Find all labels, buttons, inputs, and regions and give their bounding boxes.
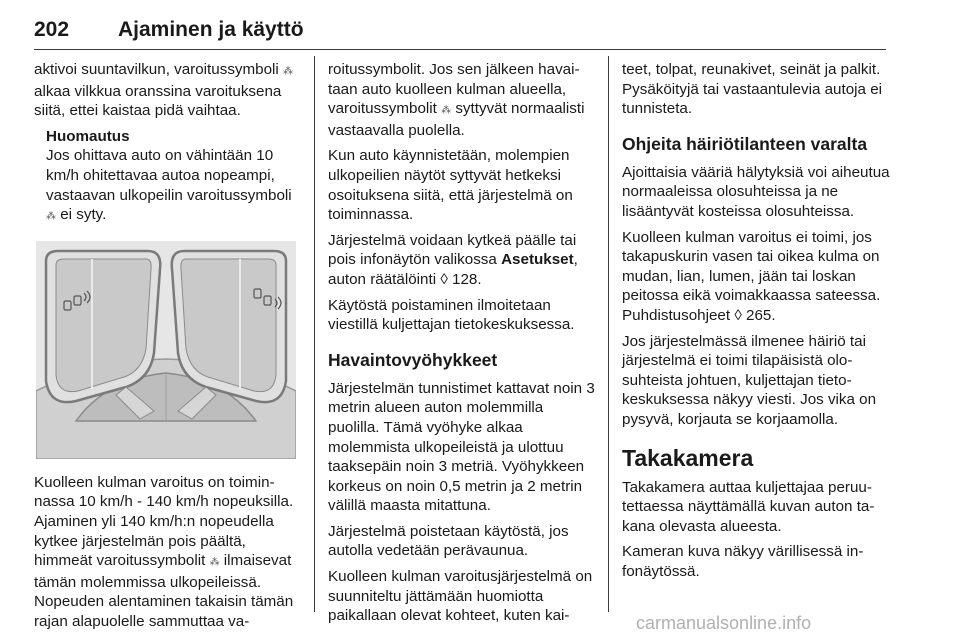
paragraph: Takakamera auttaa kuljettajaa peruutettaessa näyttämällä kuvan auton takana olevasta alueesta. xyxy=(622,478,875,535)
paragraph: Kuolleen kulman varoitusjärjestelmä on suunniteltu jättämään huomiotta paikallaan olevat kohteet, kuten kai- xyxy=(328,568,593,625)
text-span: alkaa vilkkua oranssina varoituksena siitä, ettei kaistaa pidä vaihtaa. xyxy=(34,82,282,120)
text-span: Jos ohittava auto on vähintään 10 km/h ohitettavaa autoa nopeampi, vastaavan ulkopeilin varoitussymboli xyxy=(46,147,292,204)
paragraph xyxy=(34,60,302,121)
text-span: syttyvät normaalisti vastaavalla puolella. xyxy=(328,100,585,139)
column-2 xyxy=(328,60,596,632)
text-span: Kuolleen kulman varoitus on toiminnassa 10 km/h - 140 km/h nopeuksilla. Ajaminen yli 140 km/h:n nopeudella kytkee järjestelmän pois päältä, himmeät varoitussymbolit xyxy=(34,473,294,570)
text-span: ei syty. xyxy=(56,206,107,224)
side-mirrors-figure xyxy=(36,241,296,459)
text-span: , auton räätälöinti xyxy=(328,251,578,288)
paragraph: Kameran kuva näkyy värillisessä infonäytössä. xyxy=(622,543,864,580)
page-number: 202 xyxy=(34,18,70,41)
page-reference[interactable]: ◊ 128. xyxy=(440,270,482,288)
column-1 xyxy=(34,60,302,638)
mirror-illustration xyxy=(36,241,296,459)
section-heading: Ohjeita häiriötilanteen varalta xyxy=(622,133,868,154)
page-header xyxy=(34,8,886,48)
paragraph xyxy=(328,60,596,140)
watermark: carmanualsonline.info xyxy=(636,613,812,633)
text-span: Kuolleen kulman varoitus ei toimi, jos takapuskurin vasen tai oikea kulma on mudan, lian, lumen, jään tai loskan peitossa eikä voimakkaassa sateessa. Puhdistusohjeet xyxy=(622,228,881,324)
paragraph: Jos järjestelmässä ilmenee häiriö tai järjestelmä ei toimi tilapäisistä olosuhteista johtuen, kuljettajan tietokeskuksessa näkyy viesti. Jos vika on pysyvä, korjauta se korjaamolla. xyxy=(622,332,877,428)
chapter-section-heading: Takakamera xyxy=(622,444,754,471)
paragraph: Järjestelmän tunnistimet kattavat noin 3 metrin alueen auton molemmilla puolilla. Tämä vyöhyke alkaa molemmista ulkopeileistä ja ulottuu taaksepäin noin 3 metriä. Vyöhykkeen korkeus on noin 0,5 metrin ja 2 metrin välillä maasta mitattuna. xyxy=(328,379,595,515)
menu-reference: Asetukset xyxy=(501,251,574,269)
note-text xyxy=(46,146,302,226)
paragraph xyxy=(622,228,890,326)
blind-spot-warning-icon: ⁂ xyxy=(209,557,220,569)
paragraph: Kun auto käynnistetään, molempien ulkopeilien näytöt syttyvät hetkeksi osoituksena siitä, että järjestelmä on toiminnassa. xyxy=(328,147,573,224)
header-divider xyxy=(34,49,886,50)
section-heading: Havaintovyöhykkeet xyxy=(328,349,498,370)
blind-spot-warning-icon: ⁂ xyxy=(283,66,294,77)
note-box xyxy=(46,127,302,227)
column-divider-2 xyxy=(608,56,609,612)
text-span: Järjestelmä voidaan kytkeä päälle tai pois infonäytön valikossa xyxy=(328,231,577,269)
paragraph: Järjestelmä poistetaan käytöstä, jos autolla vedetään perävaunua. xyxy=(328,522,569,560)
chapter-title: Ajaminen ja käyttö xyxy=(118,18,304,41)
paragraph: Käytöstä poistaminen ilmoitetaan viestillä kuljettajan tietokeskuksessa. xyxy=(328,296,575,334)
paragraph xyxy=(34,473,302,632)
paragraph: Ajoittaisia vääriä hälytyksiä voi aiheutua normaaleissa olosuhteissa ja ne lisääntyvät kosteissa olosuhteissa. xyxy=(622,163,890,220)
text-span: roitussymbolit. Jos sen jälkeen havaitaan auto kuolleen kulman alueella, varoitussymbolit xyxy=(328,61,580,118)
text-span: aktivoi suuntavilkun, varoitussymboli xyxy=(34,61,284,78)
page-reference[interactable]: ◊ 265. xyxy=(734,306,776,324)
blind-spot-warning-icon: ⁂ xyxy=(46,211,56,223)
paragraph: teet, tolpat, reunakivet, seinät ja palkit. Pysäköityjä tai vastaantulevia autoja ei tunnisteta. xyxy=(622,61,883,118)
column-3 xyxy=(622,60,890,587)
paragraph xyxy=(328,231,596,290)
column-divider-1 xyxy=(314,56,315,612)
text-span: ilmaisevat tämän molemmissa ulkopeileissä. Nopeuden alentaminen takaisin tämän rajan alapuolelle sammuttaa va- xyxy=(34,552,294,630)
note-title: Huomautus xyxy=(46,127,130,145)
blind-spot-warning-icon: ⁂ xyxy=(441,105,452,117)
